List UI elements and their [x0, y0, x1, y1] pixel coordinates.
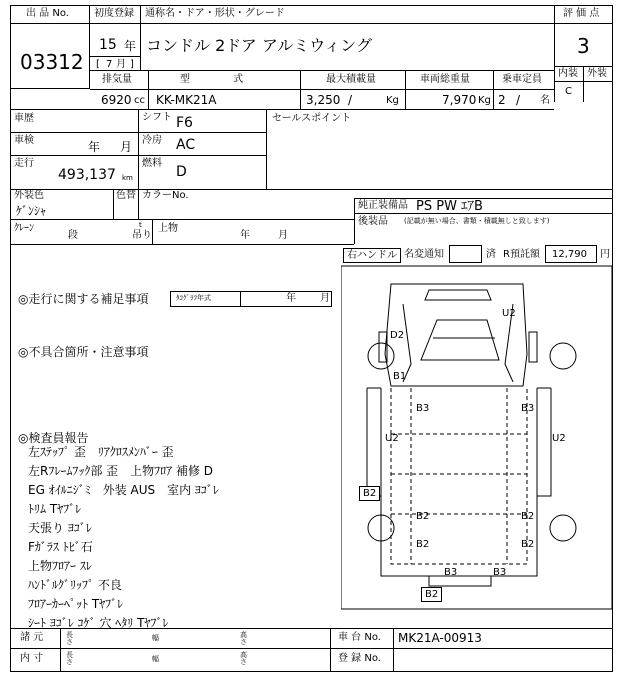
score-label: 評 価 点 [563, 8, 600, 19]
report-line: ﾊﾝﾄﾞﾙｸﾞﾘｯﾌﾟ 不良 [28, 578, 122, 592]
lot-label: 出 品 No. [26, 8, 69, 19]
truck-diagram [341, 264, 613, 612]
damage-mark: B2 [416, 539, 430, 550]
reg-year: 15 [99, 37, 117, 53]
damage-mark: B3 [416, 403, 430, 414]
report-line: Fｶﾞﾗｽ ﾄﾋﾞ石 [28, 540, 93, 554]
standard-equip-value: PS PW ｴｱB [416, 199, 483, 214]
chassis-label: 車 台 No. [338, 632, 381, 643]
damage-mark-boxed: B2 [421, 587, 442, 602]
damage-mark: D2 [390, 330, 405, 341]
interior-grade: C [565, 86, 572, 97]
name-change-label: 名変通知 [404, 249, 444, 260]
crane-label: ｸﾚｰﾝ [14, 223, 34, 234]
damage-mark: B2 [416, 511, 430, 522]
fuel-value: D [176, 164, 187, 180]
damage-mark: U2 [502, 308, 516, 319]
recycle-status: 済 [486, 249, 496, 260]
color-no-label: カラーNo. [142, 190, 189, 201]
damage-mark: B1 [393, 371, 407, 382]
max-load-label: 最大積載量 [326, 74, 376, 85]
report-line: ﾄﾘﾑ Tﾔﾌﾞﾚ [28, 502, 82, 516]
name-change-box [449, 245, 482, 263]
chassis-number: MK21A-00913 [398, 631, 482, 645]
shift-value: F6 [176, 115, 193, 131]
exterior-label: 外装 [587, 68, 607, 79]
running-notes-title: ◎走行に関する補足事項 [18, 292, 149, 306]
reg-year-unit: 年 [124, 39, 137, 53]
report-line: ｼｰﾄ ﾖｺﾞﾚ ｺｹﾞ 穴 ﾍﾀﾘ Tﾔﾌﾞﾚ [28, 616, 169, 630]
dims-label: 諸 元 [20, 632, 44, 643]
damage-mark: B3 [444, 567, 458, 578]
lot-number: 03312 [20, 50, 84, 74]
r-deposit-amount: 12,790 [552, 249, 587, 260]
displacement-label: 排気量 [102, 74, 132, 85]
r-deposit-label: R預託額 [503, 249, 540, 260]
tacho-label: ﾀｺｸﾞﾗﾌ年式 [176, 294, 211, 302]
aftermarket-label: 後装品 [358, 216, 388, 227]
max-load-value: 3,250 [306, 93, 341, 107]
upper-label: 上物 [158, 223, 178, 234]
car-name: コンドル 2ドア アルミウィング [146, 36, 372, 55]
defects-title: ◎不具合箇所・注意事項 [18, 345, 149, 359]
name-label: 通称名・ドア・形状・グレード [145, 8, 285, 19]
capacity-label: 乗車定員 [502, 74, 542, 85]
history-label: 車歴 [14, 113, 34, 124]
mileage-label: 走行 [14, 158, 34, 169]
first-reg-label: 初度登録 [94, 8, 134, 19]
shift-label: シフト [142, 112, 172, 123]
fuel-label: 燃料 [142, 158, 162, 169]
sales-point-label: セールスポイント [272, 113, 352, 124]
interior-label: 内装 [558, 68, 578, 79]
report-line: 左ｽﾃｯﾌﾟ 歪 ﾘｱｸﾛｽﾒﾝﾊﾞｰ 歪 [28, 445, 174, 459]
displacement-value: 6920 [101, 93, 132, 107]
report-line: ﾌﾛｱｰｶｰﾍﾟｯﾄ Tﾔﾌﾞﾚ [28, 597, 124, 611]
standard-equip-label: 純正装備品 [358, 200, 408, 211]
damage-mark: B2 [521, 511, 535, 522]
damage-mark: U2 [552, 433, 566, 444]
interior-dims-label: 内 寸 [20, 653, 44, 664]
report-line: 左Rﾌﾚｰﾑﾌｯｸ部 歪 上物ﾌﾛｱ 補修 D [28, 464, 214, 478]
reg-month: 7 [106, 59, 113, 70]
capacity-value: 2 [498, 93, 506, 107]
ac-value: AC [176, 137, 196, 153]
score-value: 3 [577, 34, 590, 58]
rhd-badge: 右ハンドル [343, 248, 401, 263]
model-value: KK-MK21A [156, 93, 217, 107]
report-line: EG ｵｲﾙﾆｼﾞﾐ 外装 AUS 室内 ﾖｺﾞﾚ [28, 483, 219, 497]
color-label: 外装色 [14, 190, 44, 201]
color-value: ｹﾞﾝｼｬ [16, 204, 47, 218]
damage-mark: U2 [385, 433, 399, 444]
report-line: 天張り ﾖｺﾞﾚ [28, 521, 92, 535]
ac-label: 冷房 [142, 135, 162, 146]
inspection-label: 車検 [14, 135, 34, 146]
report-line: 上物ﾌﾛｱｰ ｽﾚ [28, 559, 92, 573]
model-label: 型 式 [180, 74, 244, 85]
color-change-label: 色替 [116, 190, 136, 201]
gross-weight-value: 7,970 [442, 93, 477, 107]
aftermarket-note: (記載が無い場合、書類・積載無しと致します) [404, 217, 550, 225]
inspector-title: ◎検査員報告 [18, 431, 89, 445]
damage-mark-boxed: B2 [359, 486, 380, 501]
mileage-value: 493,137 [58, 167, 116, 183]
damage-mark: B2 [521, 539, 535, 550]
damage-mark: B3 [493, 567, 507, 578]
reg-no-label: 登 録 No. [338, 653, 381, 664]
gross-weight-label: 車両総重量 [420, 74, 470, 85]
damage-mark: B3 [521, 403, 535, 414]
